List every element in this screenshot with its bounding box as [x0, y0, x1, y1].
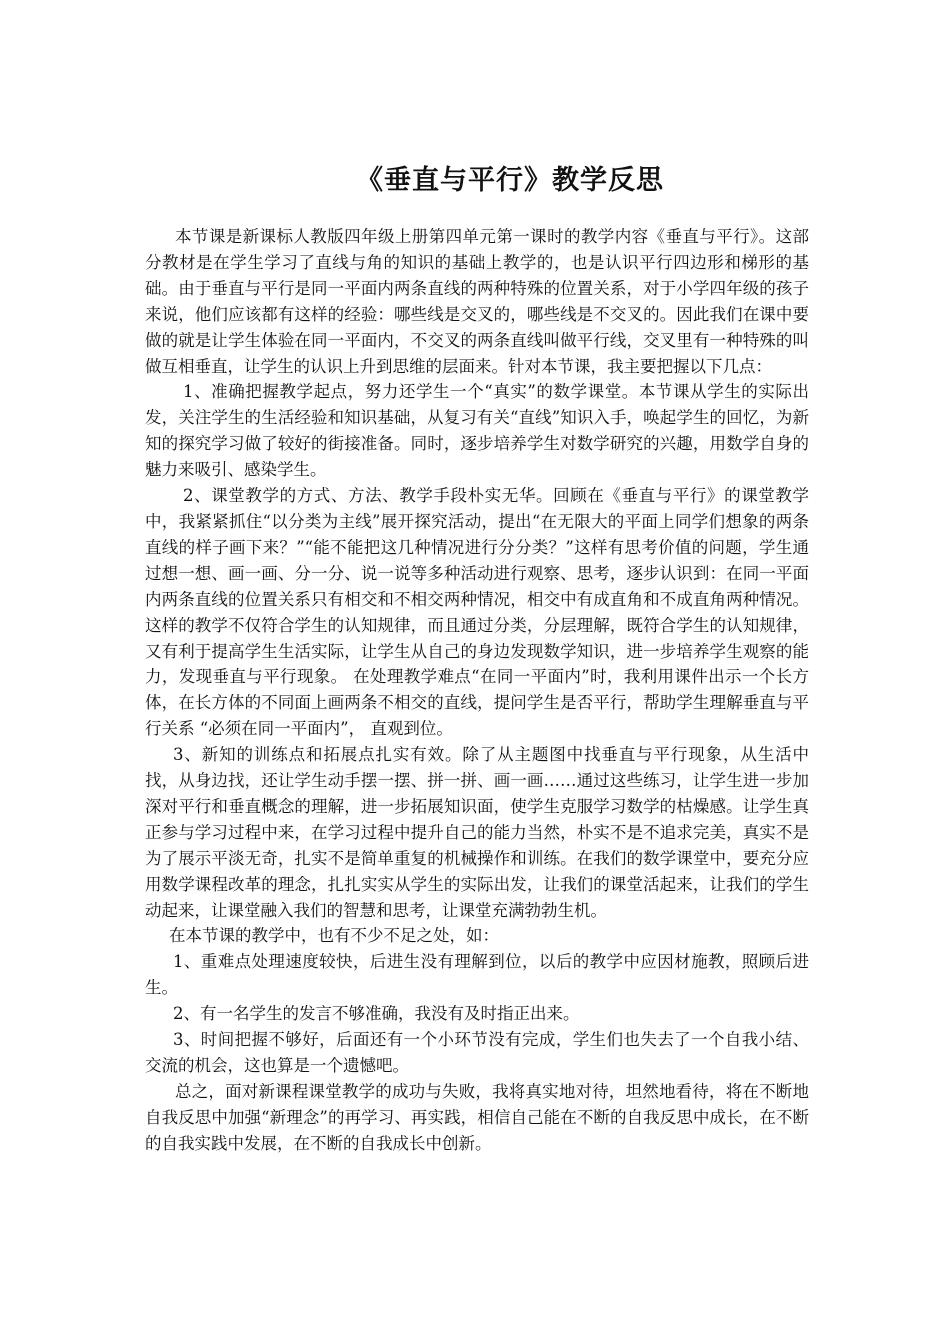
document-body — [145, 224, 809, 1157]
paragraph-point-1: 1、准确把握教学起点，努力还学生一个“真实”的数学课堂。本节课从学生的实际出发，关注学生的生活经验和知识基础，从复习有关“直线”知识入手，唤起学生的回忆，为新知的探究学习做了较好的街接准备。同时，逐步培养学生对数学研究的兴趣，用数学自身的魅力来吸引、感染学生。 — [145, 382, 809, 480]
paragraph-conclusion: 总之，面对新课程课堂教学的成功与失败，我将真实地对待，坦然地看待，将在不断地自我反思中加强“新理念”的再学习、再实践，相信自己能在不断的自我反思中成长，在不断的自我实践中发展，在不断的自我成长中创新。 — [145, 1081, 809, 1153]
paragraph-point-2: 2、课堂教学的方式、方法、教学手段朴实无华。回顾在《垂直与平行》的课堂教学中，我紧紧抓住“以分类为主线”展开探究活动，提出“在无限大的平面上同学们想象的两条直线的样子画下来？”“能不能把这几种情况进行分分类？”这样有思考价值的问题，学生通过想一想、画一画、分一分、说一说等多种活动进行观察、思考，逐步认识到：在同一平面内两条直线的位置关系只有相交和不相交两种情况，相交中有成直角和不成直角两种情况。这样的教学不仅符合学生的认知规律，而且通过分类，分层理解，既符合学生的认知规律，又有利于提高学生生活实际，让学生从自己的身边发现数学知识，进一步培养学生观察的能力，发现垂直与平行现象。 在处理教学难点“在同一平面内”时，我利用课件出示一个长方体，在长方体的不同面上画两条不相交的直线，提问学生是否平行，帮助学生理解垂直与平行关系 “必须在同一平面内”， 直观到位。 — [145, 486, 809, 739]
paragraph-shortcoming-1: 1、重难点处理速度较快，后进生没有理解到位，以后的教学中应因材施教，照顾后进生。 — [145, 952, 809, 998]
paragraph-shortcomings-intro: 在本节课的教学中，也有不少不足之处，如： — [169, 926, 499, 946]
paragraph-intro: 本节课是新课标人教版四年级上册第四单元第一课时的教学内容《垂直与平行》。这部分教材是在学生学习了直线与角的知识的基础上教学的，也是认识平行四边形和梯形的基础。由于垂直与平行是同一平面内两条直线的两种特殊的位置关系，对于小学四年级的孩子来说，他们应该都有这样的经验：哪些线是交叉的，哪些线是不交叉的。因此我们在课中要做的就是让学生体验在同一平面内，不交叉的两条直线叫做平行线，交叉里有一种特殊的叫做互相垂直，让学生的认识上升到思维的层面来。针对本节课，我主要把握以下几点： — [145, 227, 809, 376]
paragraph-shortcoming-3: 3、时间把握不够好，后面还有一个小环节没有完成，学生们也失去了一个自我小结、交流的机会，这也算是一个遗憾吧。 — [145, 1030, 809, 1075]
document-title: 《垂直与平行》教学反思 — [356, 165, 664, 196]
paragraph-shortcoming-2: 2、有一名学生的发言不够准确，我没有及时指正出来。 — [173, 1004, 580, 1024]
paragraph-point-3: 3、新知的训练点和拓展点扎实有效。除了从主题图中找垂直与平行现象，从生活中找，从身边找，还让学生动手摆一摆、拼一拼、画一画……通过这些练习，让学生进一步加深对平行和垂直概念的理解，进一步拓展知识面，使学生克服学习数学的枯燥感。让学生真正参与学习过程中来，在学习过程中提升自己的能力当然，朴实不是不追求完美，真实不是为了展示平淡无奇，扎实不是简单重复的机械操作和训练。在我们的数学课堂中，要充分应用数学课程改革的理念，扎扎实实从学生的实际出发，让我们的课堂活起来，让我们的学生动起来，让课堂融入我们的智慧和思考，让课堂充满勃勃生机。 — [145, 745, 809, 920]
